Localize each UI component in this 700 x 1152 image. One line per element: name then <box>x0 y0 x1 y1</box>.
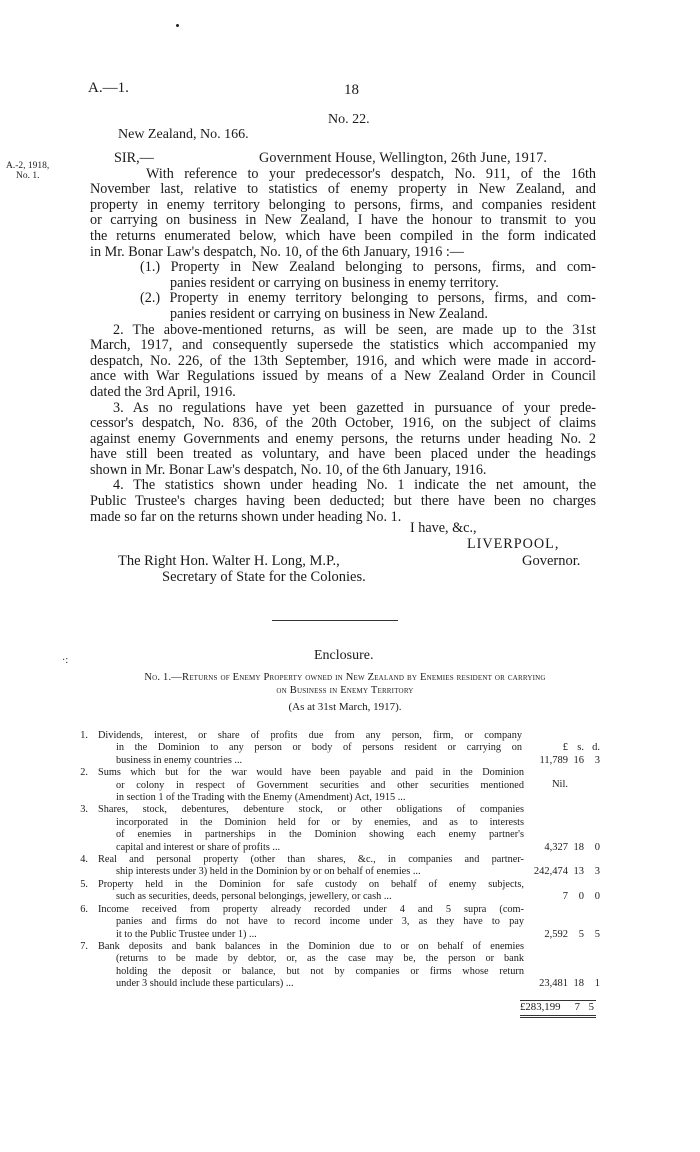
paragraph-line: in Mr. Bonar Law's despatch, No. 10, of the 6th January, 1916 :— <box>90 244 464 260</box>
row-description-line: incorporated in the Dominion held for or by enemies, and as to interests <box>116 816 524 828</box>
row-amount <box>524 767 600 804</box>
despatch-number: No. 22. <box>328 112 370 127</box>
row-description-line: Sums which but for the war would have been payable and paid in the Dominion <box>98 767 524 779</box>
row-amount <box>524 904 600 941</box>
ornament-mark: ·: <box>62 655 69 666</box>
addressee-title: Secretary of State for the Colonies. <box>162 569 366 585</box>
row-description-line: holding the deposit or balance, but not by companies or firms whose return <box>116 965 524 977</box>
series-reference: A.—1. <box>88 80 129 96</box>
signature: LIVERPOOL, <box>467 535 560 552</box>
despatch-ref: New Zealand, No. 166. <box>118 127 249 142</box>
row-description-line: business in enemy countries ... <box>116 754 243 766</box>
row-description-line: Bank deposits and bank balances in the Dominion due to or on behalf of enemies <box>98 940 524 952</box>
amount-pounds: 7 <box>562 891 568 903</box>
row-amount <box>524 879 600 904</box>
row-description-line: ship interests under 3) held in the Dominion by or on behalf of enemies ... <box>116 866 421 878</box>
amount-pounds: 4,327 <box>544 841 568 853</box>
table-row <box>70 879 600 904</box>
amount-shillings: 18 <box>573 841 584 853</box>
amount-pounds: Nil. <box>551 779 568 791</box>
amount-pounds: 23,481 <box>539 978 568 990</box>
paragraph-line: With reference to your predecessor's despatch, No. 911, of the 16th <box>146 166 596 182</box>
returns-table <box>70 730 600 991</box>
total-row <box>520 1001 600 1013</box>
row-description-line: (returns to be made by debtor, or, as the case may be, the person or bank <box>116 953 524 965</box>
signature-title: Governor. <box>522 553 581 569</box>
row-description <box>90 854 524 879</box>
paragraph-line: despatch, No. 226, of the 13th September, 1916, and which were made in accord- <box>90 353 596 369</box>
currency-pounds: £ <box>562 742 568 754</box>
paragraph-line: November last, relative to statistics of enemy property in New Zealand, and <box>90 182 596 198</box>
row-description-line: or colony in respect of Government securities and other securities mentioned <box>116 779 524 791</box>
row-number: 6. <box>80 903 88 915</box>
date-line: Government House, Wellington, 26th June, 1917. <box>259 150 548 166</box>
paragraph-line: property in enemy territory belonging to persons, firms, and companies resident <box>90 197 596 213</box>
row-amount <box>524 941 600 991</box>
amount-pence: 3 <box>594 754 600 766</box>
amount-shillings: 13 <box>573 866 584 878</box>
amount-shillings: 16 <box>573 754 584 766</box>
total-shillings: 7 <box>574 1001 580 1013</box>
amount-pence: 5 <box>594 928 600 940</box>
total-rule-bottom <box>520 1015 596 1018</box>
amount-shillings: 18 <box>573 978 584 990</box>
row-description <box>90 767 524 804</box>
paragraph-line: 3. As no regulations have yet been gazetted in pursuance of your prede- <box>113 400 596 416</box>
enclosure-heading: Enclosure. <box>314 648 374 663</box>
table-title-line: on Business in Enemy Territory <box>276 685 414 696</box>
row-description-line: under 3 should include these particulars) ... <box>116 978 294 990</box>
ink-speck <box>176 24 179 27</box>
paragraph-line: dated the 3rd April, 1916. <box>90 384 236 400</box>
row-description-line: Property held in the Dominion for safe custody on behalf of enemy subjects, <box>98 878 524 890</box>
paragraph-line: ance with War Regulations issued by means of a New Zealand Order in Council <box>90 369 596 385</box>
signature-block <box>90 521 596 552</box>
amount-pence: 0 <box>594 841 600 853</box>
row-description-line: it to the Public Trustee under 1) ... <box>116 928 257 940</box>
despatch-body <box>90 148 596 525</box>
list-item: (2.) Property in enemy territory belonging to persons, firms, and com- <box>140 291 596 307</box>
row-description-line: panies and firms do not have to record income under 3, as they have to pay <box>116 916 524 928</box>
currency-shillings: s. <box>577 742 584 754</box>
table-row <box>70 904 600 941</box>
paragraph-line: against enemy Governments and enemy persons, the returns under heading No. 2 <box>90 431 596 447</box>
section-divider <box>272 620 398 621</box>
amount-column <box>522 730 600 767</box>
row-description-line: capital and interest or share of profits ... <box>116 841 281 853</box>
list-item-cont: panies resident or carrying on business in New Zealand. <box>170 306 488 322</box>
table-row <box>70 941 600 991</box>
margin-ref-line: No. 1. <box>16 171 40 181</box>
row-description <box>90 879 524 904</box>
row-description-line: in section 1 of the Trading with the Enemy (Amendment) Act, 1915 ... <box>116 792 406 804</box>
row-description-line: in the Dominion to any person or body of persons resident or carrying on <box>116 742 522 754</box>
row-number: 4. <box>80 854 88 866</box>
amount-pounds: 11,789 <box>539 754 568 766</box>
currency-pence: d. <box>592 742 600 754</box>
table-row <box>70 854 600 879</box>
paragraph-line: made so far on the returns shown under heading No. 1. <box>90 509 402 525</box>
row-number: 2. <box>80 767 88 779</box>
grand-total <box>520 1000 600 1018</box>
paragraph-line: the returns enumerated below, which have been compiled in the form indicated <box>90 228 596 244</box>
margin-ref-line: A.-2, 1918, <box>6 161 50 171</box>
amount-pounds: 2,592 <box>544 928 568 940</box>
row-description-line: Shares, stock, debentures, debenture stock, or other obligations of companies <box>98 804 524 816</box>
row-description-line: Dividends, interest, or share of profits due from any person, firm, or company <box>98 730 522 741</box>
row-description-line: of enemies in partnerships in the Dominion showing each enemy partner's <box>116 829 524 841</box>
amount-pounds: 242,474 <box>533 866 568 878</box>
row-description <box>90 904 524 941</box>
row-amount <box>524 854 600 879</box>
list-item-cont: panies resident or carrying on business in enemy territory. <box>170 275 499 291</box>
paragraph-line: or carrying on business in New Zealand, I have the honour to transmit to you <box>90 213 596 229</box>
amount-pence: 0 <box>594 891 600 903</box>
paragraph-line: 2. The above-mentioned returns, as will be seen, are made up to the 31st <box>113 322 596 338</box>
paragraph-line: March, 1917, and consequently supersede the statistics which accompanied my <box>90 338 596 354</box>
amount-pence: 1 <box>594 978 600 990</box>
paragraph-line: cessor's despatch, No. 836, of the 20th October, 1916, on the subject of claims <box>90 416 596 432</box>
list-item: (1.) Property in New Zealand belonging to persons, firms, and com- <box>140 260 596 276</box>
amount-pence: 3 <box>594 866 600 878</box>
paragraph-line: have still been treated as voluntary, and have been placed under the headings <box>90 447 596 463</box>
total-pence: 5 <box>588 1001 594 1013</box>
table-title <box>90 671 600 697</box>
amount-shillings: 0 <box>578 891 584 903</box>
row-amount <box>522 755 600 767</box>
row-description-line: Real and personal property (other than shares, &c., in companies and partner- <box>98 854 524 866</box>
table-date: (As at 31st March, 1917). <box>288 701 402 713</box>
table-row <box>70 730 600 767</box>
row-number: 3. <box>80 804 88 816</box>
row-description-line: Income received from property already recorded under 4 and 5 supra (com- <box>98 903 524 915</box>
amount-shillings: 5 <box>578 928 584 940</box>
paragraph-line: 4. The statistics shown under heading No. 1 indicate the net amount, the <box>113 478 596 494</box>
row-number: 5. <box>80 878 88 890</box>
margin-reference <box>6 161 49 181</box>
total-pounds: £283,199 <box>520 1001 561 1013</box>
row-description <box>90 804 524 854</box>
salutation-row <box>90 151 596 167</box>
paragraph-line: Public Trustee's charges having been deducted; but there have been no charges <box>90 494 596 510</box>
row-number: 1. <box>80 730 88 741</box>
table-row <box>70 804 600 854</box>
row-description <box>90 941 524 991</box>
addressee: The Right Hon. Walter H. Long, M.P., <box>118 553 340 569</box>
page-number: 18 <box>344 82 359 98</box>
row-description-line: such as securities, deeds, personal belongings, jewellery, or cash ... <box>116 891 392 903</box>
closing: I have, &c., <box>410 520 477 536</box>
paragraph-line: shown in Mr. Bonar Law's despatch, No. 10, of the 6th January, 1916. <box>90 462 487 478</box>
row-number: 7. <box>80 940 88 952</box>
salutation: SIR,— <box>114 150 154 166</box>
row-description <box>90 730 522 767</box>
row-amount <box>524 804 600 854</box>
table-title-line: No. 1.—Returns of Enemy Property owned in New Zealand by Enemies resident or carrying <box>144 672 546 683</box>
table-row <box>70 767 600 804</box>
